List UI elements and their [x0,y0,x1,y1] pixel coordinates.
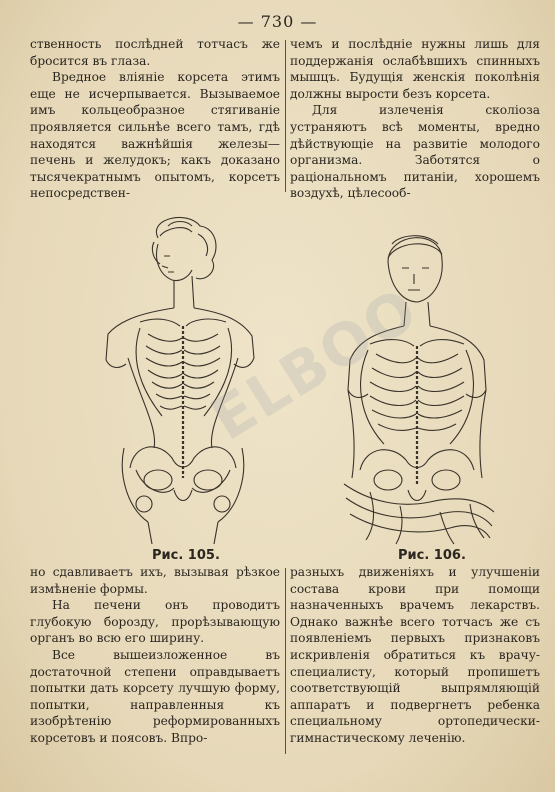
column-bottom-right [290,564,540,754]
paragraph: разныхъ движеніяхъ и улучшеніи состава крови при помощи назначенныхъ врачемъ лекарствъ. Однако важнѣе всего тотчасъ же съ появленіемъ первыхъ признаковъ искривленія обратиться къ врачу-специалисту, который пропишетъ соответствующій выпрямляющій аппаратъ и подвергнетъ ребенка специальному ортопедически-гимнастическому леченію. [290,565,540,745]
paragraph: Вредное вліяніе корсета этимъ еще не исчерпывается. Вызываемое имъ кольцеобразное стягиваніе проявляется сильнѣе всего тамъ, гдѣ находятся важнѣйшія железы—печень и желудокъ; какъ доказано тысячекратнымъ опытомъ, корсетъ непосредствен- [30,70,280,201]
natural-skeleton-illustration [330,222,500,548]
paragraph: чемъ и послѣдніе нужны лишь для поддержанія ослабѣвшихъ спинныхъ мышцъ. Будущія женскія поколѣнія должны вырости безъ корсета. [290,37,540,101]
paragraph: но сдавливаетъ ихъ, вызывая рѣзкое измѣненіе формы. [30,565,280,596]
figure-caption: Рис. 106. [398,548,466,563]
watermark: ELBOO [199,274,430,454]
column-divider [285,568,286,754]
paragraph: ственность послѣдней тотчасъ же бросится въ глаза. [30,37,280,68]
figure-caption: Рис. 105. [152,548,220,563]
column-top-left [30,36,280,206]
paragraph: Все вышеизложенное въ достаточной степени оправдываетъ попытки дать корсету лучшую форму, попытки, направленныя къ изобрѣтенію реформированныхъ корсетовъ и поясовъ. Впро- [30,647,280,745]
paragraph: Для излеченія сколіоза устраняютъ всѣ моменты, вредно дѣйствующіе на развитіе молодого организма. Заботятся о раціональномъ питаніи, хорошемъ воздухѣ, цѣлесооб- [290,103,540,201]
page-number: — 730 — [237,12,318,31]
column-top-right [290,36,540,206]
paragraph: На печени онъ проводитъ глубокую борозду, прорѣзывающую органъ во всю его ширину. [30,598,280,646]
column-bottom-left [30,564,280,754]
column-divider [285,40,286,192]
